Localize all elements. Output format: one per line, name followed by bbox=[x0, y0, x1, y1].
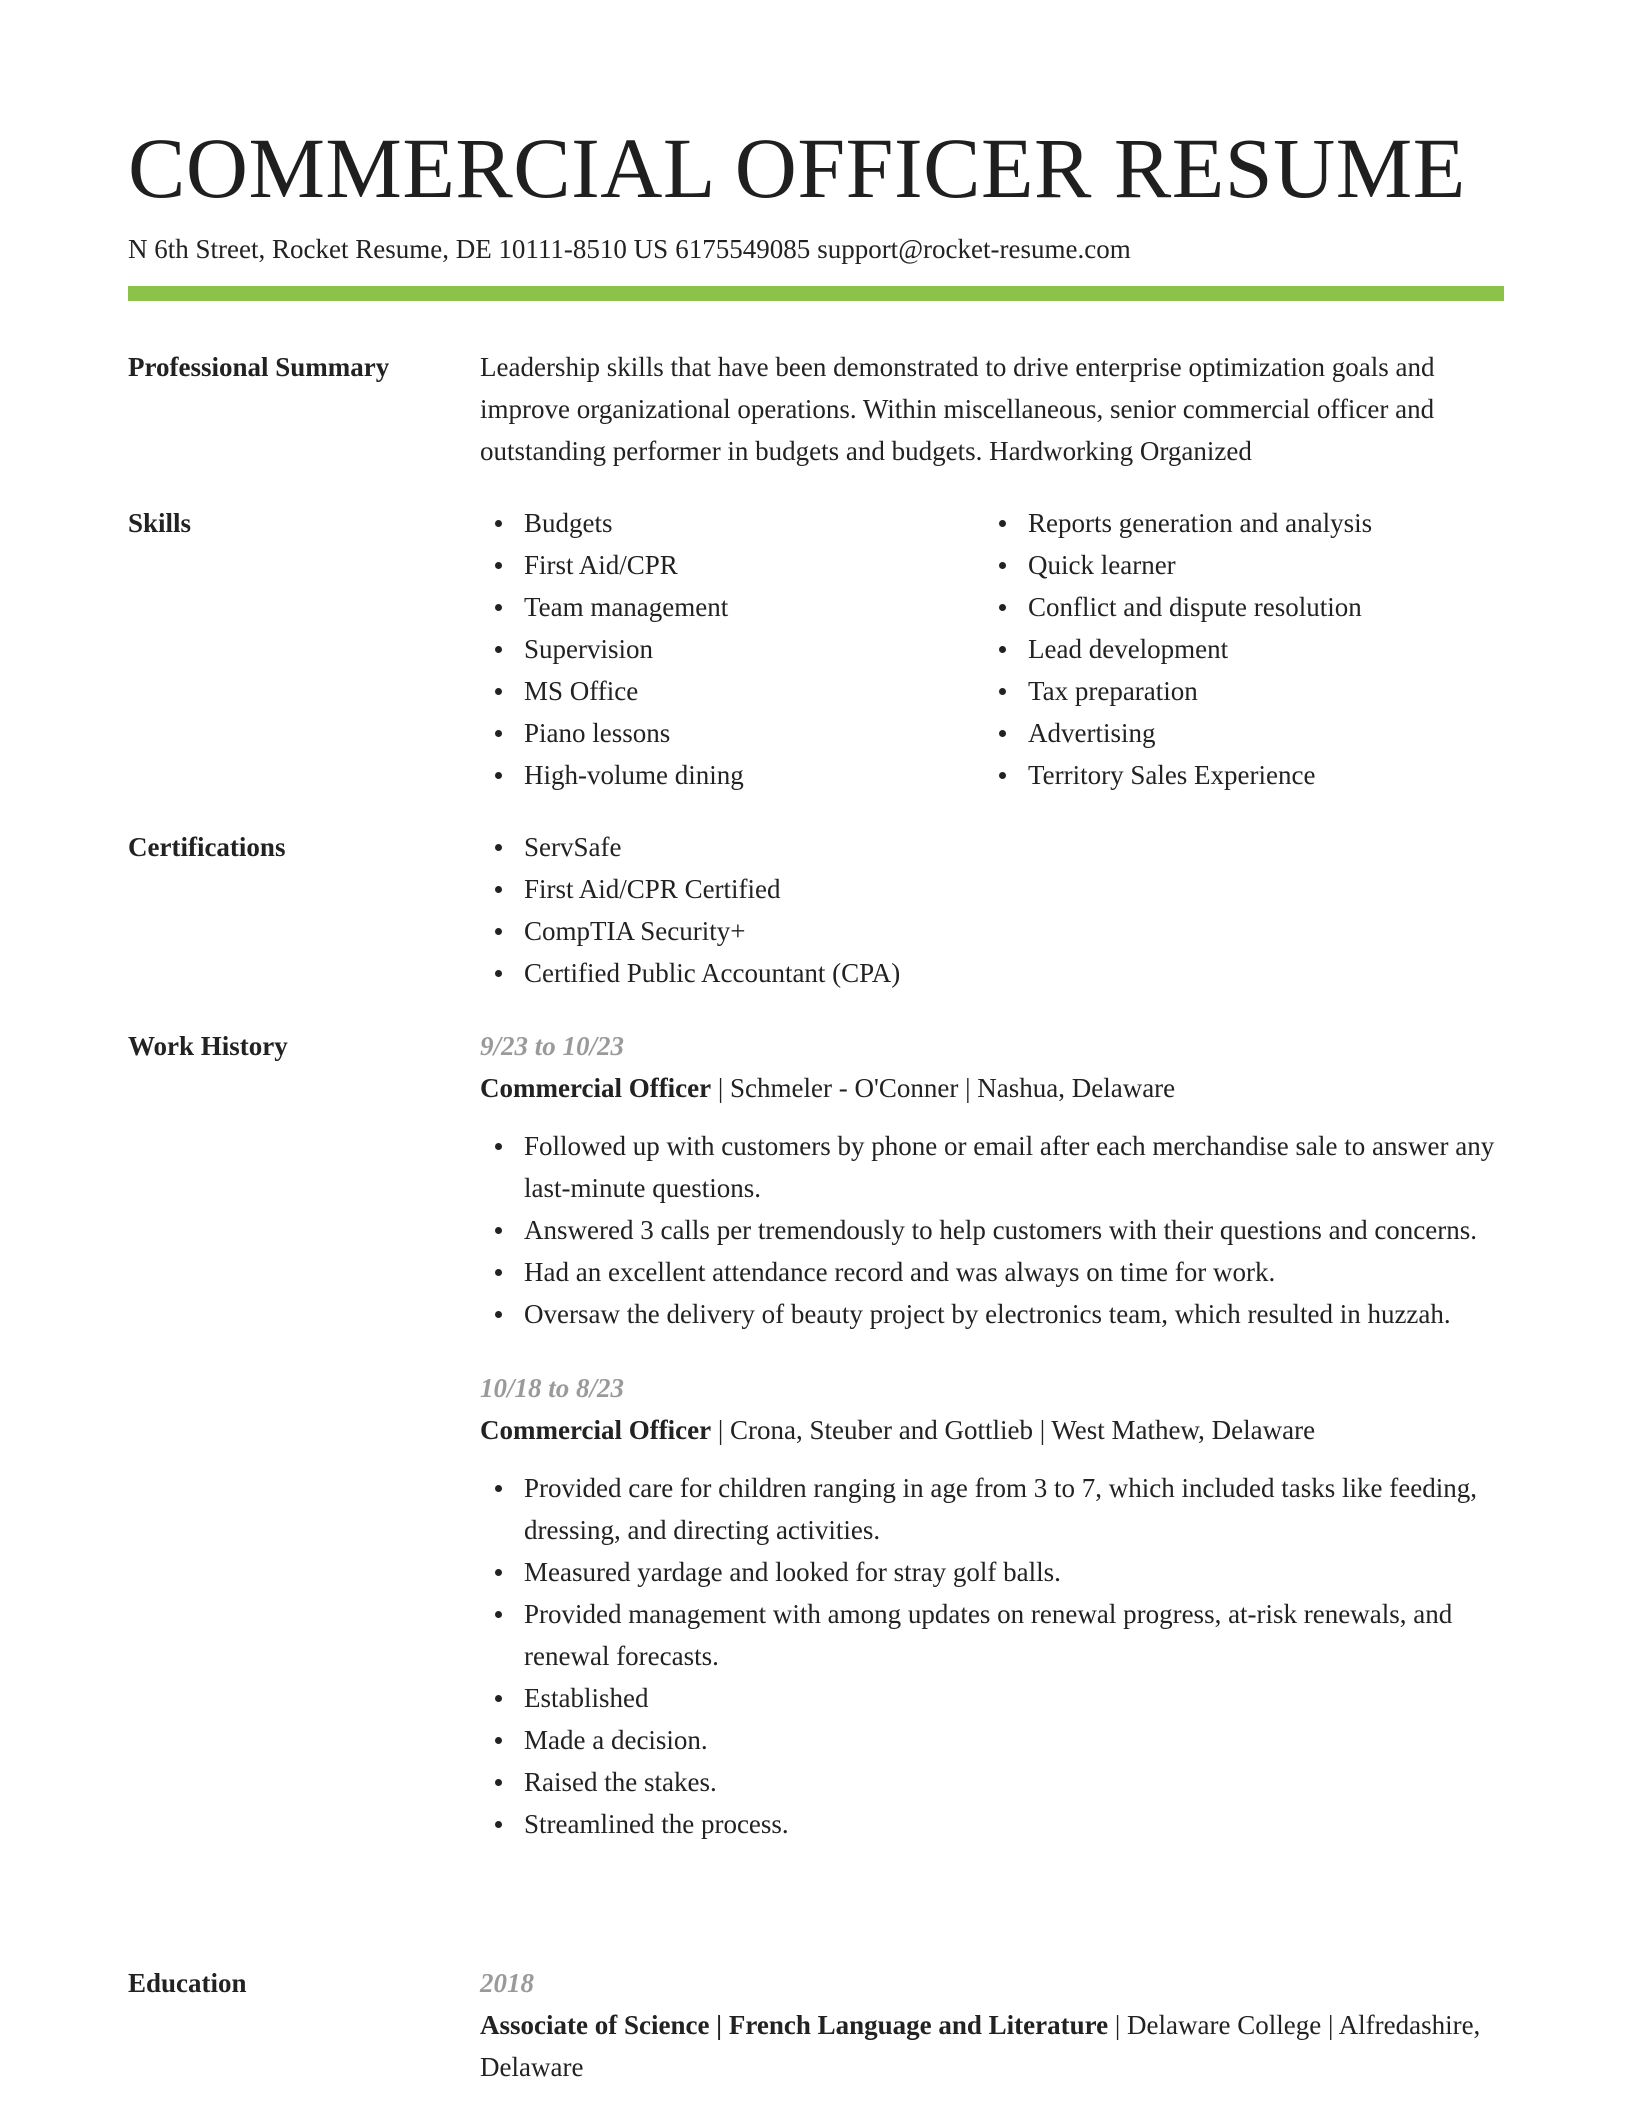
certifications-body bbox=[480, 826, 1504, 994]
section-heading: Professional Summary bbox=[128, 352, 390, 382]
list-item: Reports generation and analysis bbox=[984, 502, 1488, 544]
list-item: Lead development bbox=[984, 628, 1488, 670]
summary-text: Leadership skills that have been demonstrated to drive enterprise optimization goals and improve organizational operations. Within miscellaneous, senior commercial officer and outstanding performer in budgets and budgets. Hardworking Organized bbox=[480, 352, 1435, 466]
list-item: Streamlined the process. bbox=[480, 1803, 1504, 1845]
section-heading: Certifications bbox=[128, 832, 286, 862]
job-dates: 10/18 to 8/23 bbox=[480, 1373, 625, 1403]
list-item: Raised the stakes. bbox=[480, 1761, 1504, 1803]
list-item: Piano lessons bbox=[480, 712, 984, 754]
list-item: CompTIA Security+ bbox=[480, 910, 1504, 952]
section-heading: Work History bbox=[128, 1031, 288, 1061]
education-degree: Associate of Science | French Language and Literature bbox=[480, 2010, 1109, 2040]
list-item: Quick learner bbox=[984, 544, 1488, 586]
job-title-line bbox=[480, 1067, 1504, 1109]
list-item: Conflict and dispute resolution bbox=[984, 586, 1488, 628]
section-heading: Education bbox=[128, 1968, 247, 1998]
header-divider bbox=[128, 286, 1504, 301]
skills-column-2 bbox=[984, 502, 1488, 796]
skills-column-1 bbox=[480, 502, 984, 796]
skills-list bbox=[984, 502, 1488, 796]
job-dates: 9/23 to 10/23 bbox=[480, 1031, 625, 1061]
list-item: Advertising bbox=[984, 712, 1488, 754]
education-year: 2018 bbox=[480, 1968, 534, 1998]
job-entry bbox=[480, 1025, 1504, 1335]
list-item: Certified Public Accountant (CPA) bbox=[480, 952, 1504, 994]
list-item: ServSafe bbox=[480, 826, 1504, 868]
list-item: Team management bbox=[480, 586, 984, 628]
skills-list bbox=[480, 502, 984, 796]
job-employer: | Crona, Steuber and Gottlieb | West Mathew, Delaware bbox=[711, 1415, 1316, 1445]
list-item: Tax preparation bbox=[984, 670, 1488, 712]
job-duties-list bbox=[480, 1467, 1504, 1845]
skills-columns bbox=[480, 502, 1504, 796]
list-item: Made a decision. bbox=[480, 1719, 1504, 1761]
job-title: Commercial Officer bbox=[480, 1073, 712, 1103]
list-item: Provided management with among updates on renewal progress, at-risk renewals, and renewal forecasts. bbox=[480, 1593, 1504, 1677]
list-item: Provided care for children ranging in age from 3 to 7, which included tasks like feeding, dressing, and directing activities. bbox=[480, 1467, 1504, 1551]
list-item: MS Office bbox=[480, 670, 984, 712]
page-title: COMMERCIAL OFFICER RESUME bbox=[128, 120, 1466, 216]
certifications-list bbox=[480, 826, 1504, 994]
list-item: Oversaw the delivery of beauty project by electronics team, which resulted in huzzah. bbox=[480, 1293, 1504, 1335]
list-item: High-volume dining bbox=[480, 754, 984, 796]
contact-line bbox=[128, 232, 1131, 266]
list-item: First Aid/CPR Certified bbox=[480, 868, 1504, 910]
job-employer: | Schmeler - O'Conner | Nashua, Delaware bbox=[711, 1073, 1176, 1103]
job-entry bbox=[480, 1367, 1504, 1845]
job-duties-list bbox=[480, 1125, 1504, 1335]
contact-email: support@rocket-resume.com bbox=[817, 234, 1131, 264]
list-item: Had an excellent attendance record and was always on time for work. bbox=[480, 1251, 1504, 1293]
list-item: Measured yardage and looked for stray golf balls. bbox=[480, 1551, 1504, 1593]
job-title: Commercial Officer bbox=[480, 1415, 712, 1445]
summary-body bbox=[480, 346, 1504, 472]
list-item: Established bbox=[480, 1677, 1504, 1719]
job-title-line bbox=[480, 1409, 1504, 1451]
education-school: | Delaware College | Alfredashire, Delaware bbox=[480, 2010, 1481, 2082]
education-line bbox=[480, 2004, 1504, 2088]
list-item: Territory Sales Experience bbox=[984, 754, 1488, 796]
list-item: Budgets bbox=[480, 502, 984, 544]
work-history-body bbox=[480, 1025, 1504, 1845]
list-item: Answered 3 calls per tremendously to help customers with their questions and concerns. bbox=[480, 1209, 1504, 1251]
contact-phone: 6175549085 bbox=[675, 234, 811, 264]
contact-address: N 6th Street, Rocket Resume, DE 10111-8510 US bbox=[128, 234, 669, 264]
list-item: Supervision bbox=[480, 628, 984, 670]
list-item: First Aid/CPR bbox=[480, 544, 984, 586]
section-heading: Skills bbox=[128, 508, 192, 538]
education-body bbox=[480, 1962, 1504, 2088]
list-item: Followed up with customers by phone or email after each merchandise sale to answer any last-minute questions. bbox=[480, 1125, 1504, 1209]
